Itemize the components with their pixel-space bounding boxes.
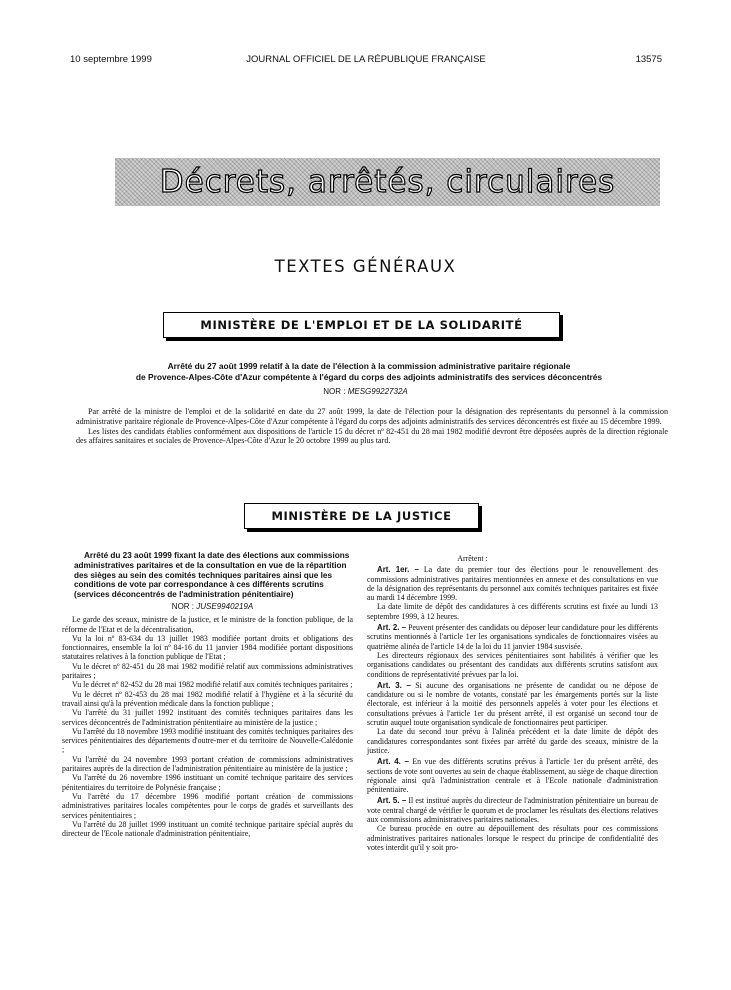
- visa-paragraph: Vu le décret nº 82-451 du 28 mai 1982 modifié relatif aux commissions administratives paritaires ;: [62, 661, 353, 681]
- header-journal-title: JOURNAL OFFICIEL DE LA RÉPUBLIQUE FRANÇAISE: [246, 54, 486, 65]
- visa-paragraph: Vu l'arrêté du 18 novembre 1993 modifié instituant des comités techniques paritaires des services pénitentiaires des départements d'outre-mer et du territoire de Nouvelle-Calédonie ;: [62, 726, 353, 755]
- visa-paragraph: Vu le décret nº 82-452 du 28 mai 1982 modifié relatif aux comités techniques paritaires ;: [72, 680, 353, 690]
- paragraph: Par arrêté de la ministre de l'emploi et de la solidarité en date du 27 août 1999, la date de l'élection pour la désignation des représentants du personnel à la commission administrative paritaire régionale de Provence-Alpes-Côte d'Azur compétente à l'égard du corps des adjoints administratifs des services déconcentrés est fixée au 15 décembre 1999.: [76, 407, 668, 426]
- article-text: Il est institué auprès du directeur de l'administration pénitentiaire un bureau de vote central chargé de vérifier le quorum et de proclamer les résultats des élections relatives aux commissions administratives paritaires nationales.: [367, 796, 658, 825]
- arrete-body-emploi: [76, 407, 668, 446]
- right-column: [367, 554, 658, 852]
- header-page-number: 13575: [635, 54, 662, 65]
- article-text: La date limite de dépôt des candidatures à ces différents scrutins est fixée au lundi 13 septembre 1999, à 12 heures.: [367, 602, 658, 621]
- visa-paragraph: Vu l'arrêté du 31 juillet 1992 instituant des comités techniques paritaires dans les services déconcentrés de l'administration pénitentiaire au ministère de la justice ;: [62, 708, 353, 727]
- article-text: Ce bureau procède en outre au dépouillement des résultats pour ces commissions administratives paritaires nationales lorsque le respect du principe de confidentialité des votes interdit qu'il y soit pro-: [367, 824, 658, 852]
- article-paragraph: [367, 565, 658, 602]
- paragraph: Les listes des candidats établies conformément aux dispositions de l'article 15 du décret nº 82-451 du 28 mai 1982 modifié devront être déposées auprès de la direction régionale des affaires sanitaires et sociales de Provence-Alpes-Côte d'Azur le 20 octobre 1999 au plus tard.: [76, 426, 668, 446]
- visa-paragraph: Vu la loi nº 83-634 du 13 juillet 1983 modifiée portant droits et obligations des fonctionnaires, ensemble la loi nº 84-16 du 11 janvier 1984 modifiée portant dispositions statutaires relatives à la fonction publique de l'Etat ;: [62, 633, 353, 662]
- article-paragraph: [367, 651, 658, 679]
- rubric-banner-title: Décrets, arrêtés, circulaires: [159, 164, 616, 200]
- nor-code: JUSE9940219A: [196, 601, 254, 611]
- article-text: Les directeurs régionaux des services pénitentiaires sont habilités à vérifier que les organisations candidates ou présentant des candidats aux différents scrutins satisfont aux conditions de représentativité prévues par la loi.: [367, 650, 658, 679]
- article-label: Art. 3. –: [377, 680, 411, 690]
- nor-reference-justice: [62, 602, 353, 611]
- article-label: Art. 5. –: [377, 796, 407, 806]
- arrete-title-emploi: [60, 361, 678, 382]
- left-column: [62, 551, 353, 838]
- ministry-heading-justice: MINISTÈRE DE LA JUSTICE: [244, 503, 479, 529]
- nor-reference-emploi: [0, 387, 731, 396]
- article-label: Art. 1er. –: [377, 565, 419, 575]
- visa-paragraph: Le garde des sceaux, ministre de la justice, et le ministre de la fonction publique, de la réforme de l'Etat et de la décentralisation,: [62, 615, 353, 634]
- article-text: La date du second tour prévu à l'alinéa précédent et la date limite de dépôt des candidatures correspondantes sont fixées par arrêté du garde des sceaux, ministre de la justice.: [367, 727, 658, 755]
- article-paragraph: [367, 757, 658, 794]
- section-title: TEXTES GÉNÉRAUX: [274, 257, 457, 276]
- visa-paragraph: Vu l'arrêté du 17 décembre 1996 modifié portant création de commissions administratives paritaires locales compétentes pour le corps de gradés et surveillants des services pénitentiaires ;: [62, 791, 353, 820]
- article-text: Peuvent présenter des candidats ou déposer leur candidature pour les différents scrutins mentionnés à l'article 1er les organisations syndicales de fonctionnaires visées au quatrième alinéa de l'article 14 de la loi du 11 janvier 1984 susvisée.: [367, 623, 658, 651]
- arretent-heading: Arrêtent :: [457, 554, 488, 563]
- article-paragraph: [367, 681, 658, 727]
- article-paragraph: [367, 602, 658, 621]
- article-label: Art. 2. –: [377, 623, 407, 633]
- header-date: 10 septembre 1999: [70, 54, 152, 65]
- page-header: [70, 54, 662, 68]
- nor-code: MESG9922732A: [347, 387, 408, 396]
- nor-label: NOR :: [323, 387, 346, 396]
- arrete-title-line: Arrêté du 27 août 1999 relatif à la date de l'élection à la commission administrative paritaire régionale: [167, 361, 571, 371]
- article-text: La date du premier tour des élections pour le renouvellement des commissions administratives paritaires mentionnées en annexe et des consultations en vue de la désignation des représentants du personnel aux comités techniques paritaires est fixée au mardi 14 décembre 1999.: [367, 565, 658, 603]
- visa-paragraph: Vu l'arrêté du 28 juillet 1999 instituant un comité technique paritaire spécial auprès du directeur de l'Ecole nationale d'administration pénitentiaire,: [62, 819, 353, 839]
- article-paragraph: [367, 623, 658, 651]
- article-text: En vue des différents scrutins prévus à l'article 1er du présent arrêté, des sections de vote sont ouvertes au sein de chaque établissement, au siège de chaque direction régionale ainsi qu'à l'administration centrale et à l'Ecole nationale d'administration pénitentiaire.: [367, 757, 659, 795]
- visa-paragraph: Vu l'arrêté du 24 novembre 1993 portant création de commissions administratives paritaires auprès de la direction de l'administration pénitentiaire au ministère de la justice ;: [62, 754, 353, 774]
- rubric-banner: [115, 158, 660, 206]
- arrete-title-justice: Arrêté du 23 août 1999 fixant la date des élections aux commissions administratives paritaires et de la consultation en vue de la répartition des sièges au sein des comités techniques paritaires ainsi que les conditions de vote par correspondance à ces différents scrutins (services déconcentrés de l'administration pénitentiaire): [74, 551, 350, 600]
- article-paragraph: [367, 727, 658, 755]
- article-label: Art. 4. –: [377, 757, 409, 767]
- visa-paragraph: Vu le décret nº 82-453 du 28 mai 1982 modifié relatif à l'hygiène et à la sécurité du travail ainsi qu'à la prévention médicale dans la fonction publique ;: [62, 689, 353, 708]
- ministry-heading-emploi: MINISTÈRE DE L'EMPLOI ET DE LA SOLIDARITÉ: [163, 312, 560, 338]
- article-paragraph: [367, 824, 658, 852]
- article-text: Si aucune des organisations ne présente de candidat ou ne dépose de candidature ou si le nombre de votants, constaté par les émargements portés sur la liste électorale, est inférieur à la moitié des personnels appelés à voter pour les élections et consultations prévues à l'article 1er du présent arrêté, il est organisé un second tour de scrutin auquel toute organisation syndicale de fonctionnaires peut participer.: [367, 680, 658, 728]
- article-paragraph: [367, 796, 658, 824]
- nor-label: NOR :: [171, 601, 195, 611]
- visa-paragraph: Vu l'arrêté du 26 novembre 1996 instituant un comité technique paritaire des services pénitentiaires du territoire de Polynésie française ;: [62, 773, 353, 792]
- arrete-title-line: de Provence-Alpes-Côte d'Azur compétente à l'égard du corps des adjoints administratifs des services déconcentrés: [135, 371, 603, 382]
